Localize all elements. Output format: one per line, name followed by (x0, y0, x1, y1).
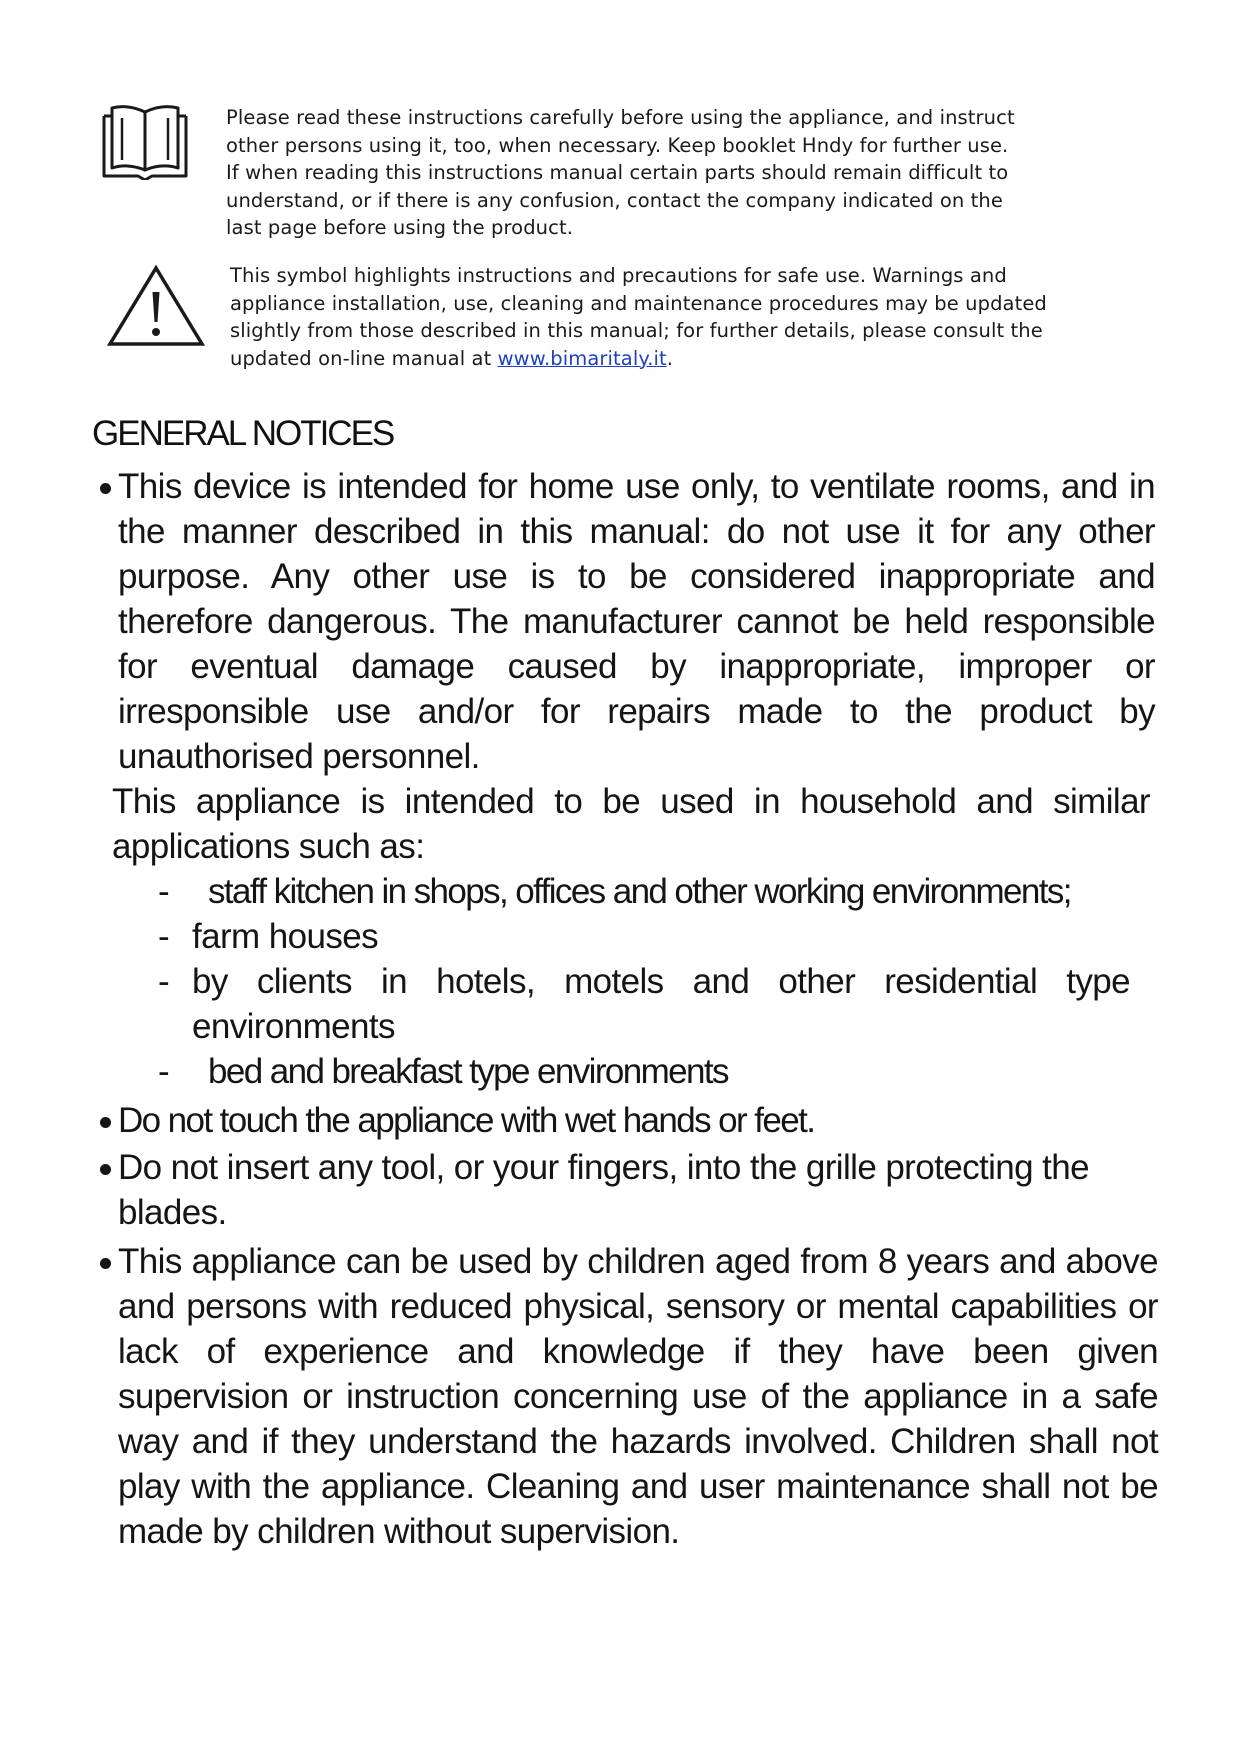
read-notice-line: If when reading this instructions manual certain parts should remain difficult to (226, 161, 1009, 184)
household-use-intro: This appliance is intended to be used in household and similar applications such as: (112, 782, 1150, 866)
dash-marker: - (158, 962, 170, 1001)
read-instructions-notice (100, 100, 1100, 240)
bullet-grille: Do not insert any tool, or your fingers, into the grille protecting the blades. (118, 1148, 1089, 1232)
safety-symbol-notice (100, 262, 1100, 382)
bullet-intended-use: This device is intended for home use only, to ventilate rooms, and in the manner described in this manual: do not use it for any other purpose. Any other use is to be considered inappropriate and therefore dangerous. The manufacturer cannot be held responsible for eventual damage caused by inappropriate, improper or irresponsible use and/or for repairs made to the product by unauthorised personnel. (118, 467, 1155, 776)
safety-notice-prefix: updated on-line manual at (230, 346, 498, 370)
dash-item: staff kitchen in shops, offices and other working environments; (208, 872, 1071, 911)
bullet-dot (100, 1258, 111, 1269)
manual-website-link[interactable]: www.bimaritaly.it (497, 346, 667, 370)
bullet-dot (100, 483, 111, 494)
dash-marker: - (158, 917, 170, 956)
safety-notice-last-line (230, 345, 1110, 373)
warning-triangle-icon (106, 264, 206, 348)
safety-notice-text (230, 262, 1110, 372)
read-notice-line: understand, or if there is any confusion, contact the company indicated on the (226, 188, 1003, 212)
read-notice-line: last page before using the product. (226, 216, 573, 239)
safety-notice-line: This symbol highlights instructions and precautions for safe use. Warnings and (230, 264, 1007, 287)
dash-item: bed and breakfast type environments (208, 1052, 728, 1091)
safety-notice-suffix: . (666, 346, 674, 370)
section-title: GENERAL NOTICES (92, 414, 394, 453)
bullet-wet-hands: Do not touch the appliance with wet hands or feet. (118, 1101, 815, 1140)
read-notice-line: other persons using it, too, when necessary. Keep booklet Hndy for further use. (226, 133, 1009, 157)
safety-notice-line: appliance installation, use, cleaning and maintenance procedures may be updated (230, 291, 1047, 315)
dash-marker: - (158, 1052, 170, 1091)
dash-item: by clients in hotels, motels and other residential type environments (192, 962, 1130, 1046)
bullet-children: This appliance can be used by children aged from 8 years and above and persons with reduced physical, sensory or mental capabilities or lack of experience and knowledge if they have been given supervision or instruction concerning use of the appliance in a safe way and if they understand the hazards involved. Children shall not play with the appliance. Cleaning and user maintenance shall not be made by children without supervision. (118, 1242, 1158, 1551)
dash-marker: - (158, 872, 170, 911)
bullet-dot (100, 1164, 111, 1175)
open-book-icon (100, 100, 190, 180)
read-notice-line: Please read these instructions carefully before using the appliance, and instruct (226, 106, 1015, 129)
dash-item: farm houses (192, 917, 378, 956)
safety-notice-line: slightly from those described in this manual; for further details, please consult the (230, 319, 1043, 342)
read-notice-text (226, 104, 1096, 242)
bullet-dot (100, 1117, 111, 1128)
